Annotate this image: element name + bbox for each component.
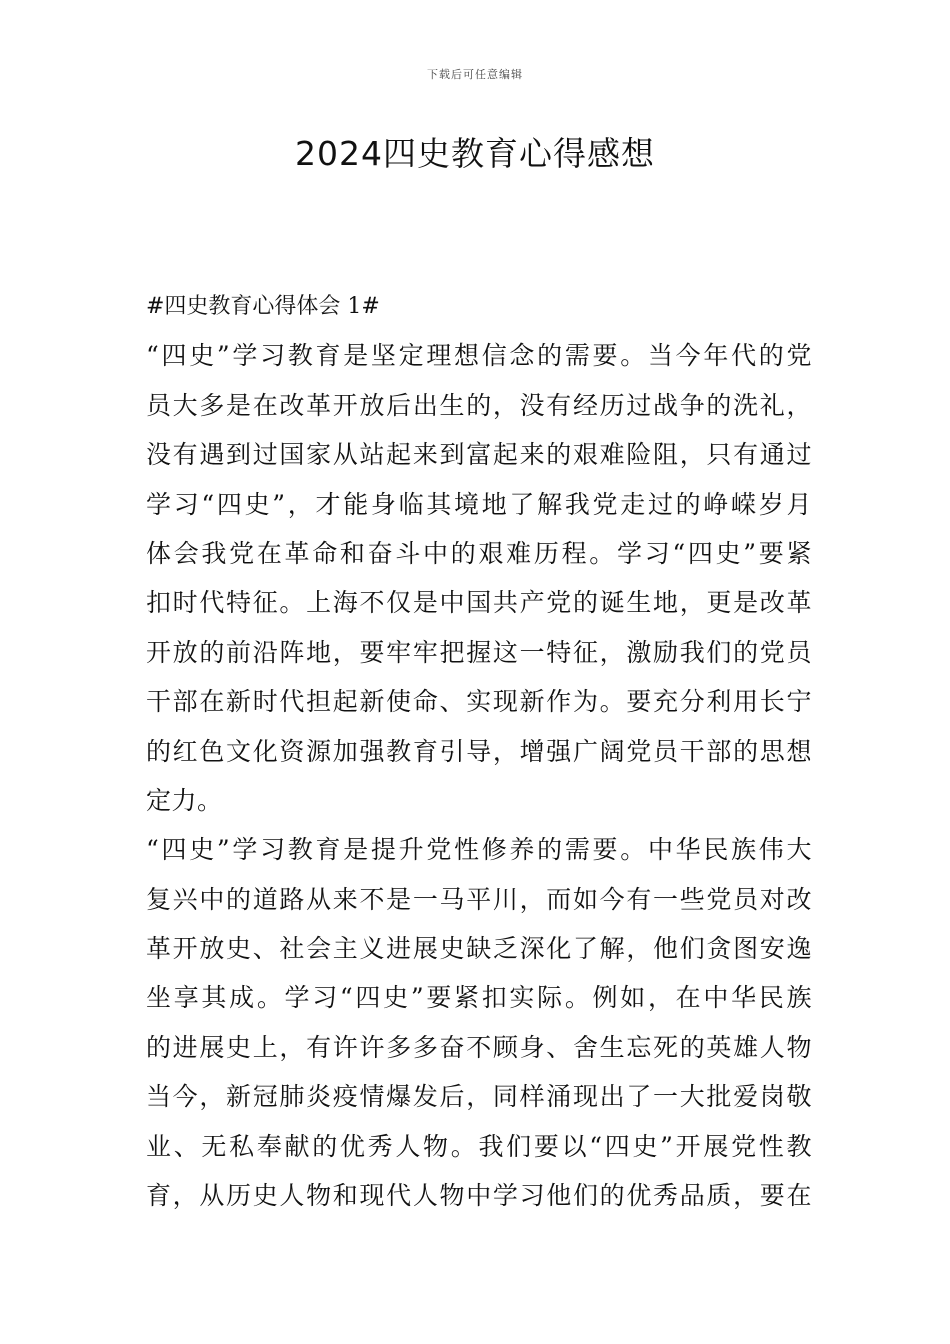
- paragraph-line: 体会我党在革命和奋斗中的艰难历程。学习“四史”要紧: [146, 538, 812, 568]
- paragraph-line: 开放的前沿阵地，要牢牢把握这一特征，激励我们的党员: [146, 637, 812, 667]
- section-heading: #四史教育心得体会 1#: [146, 294, 380, 319]
- paragraph-line: 学习“四史”，才能身临其境地了解我党走过的峥嵘岁月: [146, 489, 812, 519]
- paragraph-line: 的进展史上，有许许多多奋不顾身、舍生忘死的英雄人物: [146, 1032, 812, 1062]
- paragraph-line: “四史”学习教育是坚定理想信念的需要。当今年代的党: [146, 341, 812, 371]
- paragraph-line: 的红色文化资源加强教育引导，增强广阔党员干部的思想: [146, 736, 812, 766]
- paragraph-line: 坐享其成。学习“四史”要紧扣实际。例如，在中华民族: [146, 983, 812, 1013]
- document-body: [146, 282, 812, 1220]
- paragraph-line: 没有遇到过国家从站起来到富起来的艰难险阻，只有通过: [146, 440, 812, 470]
- paragraph-2: [146, 825, 812, 1220]
- paragraph-line: 定力。: [146, 785, 223, 815]
- document-title: 2024四史教育心得感想: [295, 134, 655, 173]
- paragraph-line: 员大多是在改革开放后出生的，没有经历过战争的洗礼，: [146, 390, 812, 420]
- paragraph-line: 干部在新时代担起新使命、实现新作为。要充分利用长宁: [146, 687, 812, 717]
- paragraph-line: 革开放史、社会主义进展史缺乏深化了解，他们贪图安逸: [146, 934, 812, 964]
- paragraph-line: 当今，新冠肺炎疫情爆发后，同样涌现出了一大批爱岗敬: [146, 1082, 812, 1112]
- paragraph-line: 业、无私奉献的优秀人物。我们要以“四史”开展党性教: [146, 1131, 812, 1161]
- paragraph-line: 育，从历史人物和现代人物中学习他们的优秀品质，要在: [146, 1181, 812, 1211]
- paragraph-line: “四史”学习教育是提升党性修养的需要。中华民族伟大: [146, 835, 812, 865]
- paragraph-line: 扣时代特征。上海不仅是中国共产党的诞生地，更是改革: [146, 588, 812, 618]
- paragraph-line: 复兴中的道路从来不是一马平川，而如今有一些党员对改: [146, 884, 812, 914]
- paragraph-1: [146, 331, 812, 825]
- header-note: 下载后可任意编辑: [427, 68, 523, 81]
